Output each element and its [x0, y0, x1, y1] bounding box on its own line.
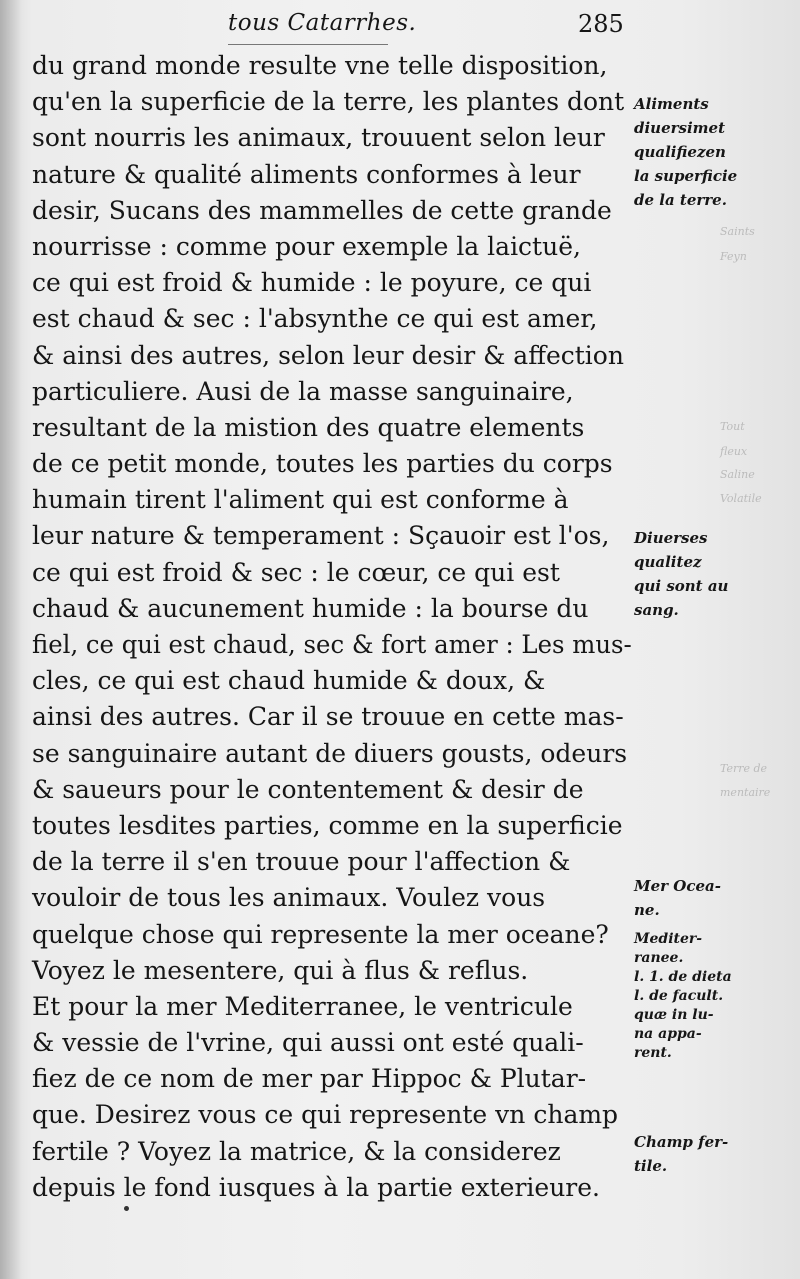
margin-note-line: qui sont au [634, 577, 729, 595]
text-line: desir, Sucans des mammelles de cette grande [32, 195, 612, 225]
page-header [0, 8, 800, 44]
text-line: & ainsi des autres, selon leur desir & affection [32, 340, 624, 370]
text-line: quelque chose qui represente la mer oceane? [32, 919, 609, 949]
bleed-through-6: Volatile [720, 492, 762, 505]
margin-note-line: qualifiezen [634, 143, 726, 161]
ink-speck [124, 1206, 129, 1211]
margin-note-line: na appa- [634, 1026, 702, 1042]
header-rule [228, 44, 388, 45]
margin-note-line: Mer Ocea- [634, 877, 721, 895]
bleed-through-2: Feyn [720, 250, 747, 263]
text-line: fertile ? Voyez la matrice, & la considerez [32, 1136, 561, 1166]
text-line: Et pour la mer Mediterranee, le ventricule [32, 991, 573, 1021]
bleed-through-4: fleux [720, 445, 748, 458]
text-line: resultant de la mistion des quatre elements [32, 412, 585, 442]
text-line: ainsi des autres. Car il se trouue en cette mas- [32, 702, 624, 732]
text-line: vouloir de tous les animaux. Voulez vous [32, 883, 546, 913]
text-line: & saueurs pour le contentement & desir de [32, 774, 584, 804]
margin-note-line: l. de facult. [634, 988, 724, 1004]
margin-note-line: Aliments [634, 95, 709, 113]
margin-note-champ [634, 1130, 800, 1178]
text-line: est chaud & sec : l'absynthe ce qui est amer, [32, 304, 598, 334]
page-number: 285 [578, 10, 624, 38]
body-text [32, 48, 632, 1206]
text-line: ce qui est froid & humide : le poyure, ce qui [32, 268, 592, 298]
margin-note-line: la superficie [634, 167, 738, 185]
text-line: du grand monde resulte vne telle disposition, [32, 51, 608, 80]
text-line: fiel, ce qui est chaud, sec & fort amer : Les mus- [32, 630, 632, 659]
bleed-through-8: mentaire [720, 786, 771, 799]
gutter-shadow [0, 0, 22, 1279]
text-line: qu'en la superficie de la terre, les plantes dont [32, 87, 625, 117]
margin-note-line: de la terre. [634, 191, 727, 209]
text-line: que. Desirez vous ce qui represente vn champ [32, 1100, 619, 1130]
text-line: sont nourris les animaux, trouuent selon leur [32, 123, 605, 153]
margin-note-qualitez [634, 526, 800, 622]
text-line: humain tirent l'aliment qui est conforme à [32, 485, 569, 515]
margin-note-line: qualitez [634, 553, 702, 571]
bleed-through-7: Terre de [720, 762, 768, 775]
margin-note-mediterranee [634, 930, 800, 1063]
margin-notes [634, 92, 800, 1242]
text-line: nature & qualité aliments conformes à leur [32, 159, 581, 189]
margin-note-line: sang. [634, 601, 679, 619]
margin-note-line: diuersimet [634, 119, 726, 137]
running-head: tous Catarrhes. [228, 10, 417, 36]
text-line: chaud & aucunement humide : la bourse du [32, 593, 589, 623]
margin-note-line: rent. [634, 1045, 672, 1061]
text-line: Voyez le mesentere, qui à flus & reflus. [32, 955, 529, 985]
text-line: toutes lesdites parties, comme en la superficie [32, 810, 623, 840]
text-line: de la terre il s'en trouue pour l'affection & [32, 847, 571, 877]
text-line: fiez de ce nom de mer par Hippoc & Plutar- [32, 1064, 587, 1094]
text-line: nourrisse : comme pour exemple la laictuë, [32, 231, 581, 261]
margin-note-line: Mediter- [634, 931, 703, 947]
margin-note-line: tile. [634, 1157, 668, 1175]
margin-note-mer-oceane [634, 874, 800, 922]
margin-note-line: quæ in lu- [634, 1007, 714, 1023]
margin-note-line: ne. [634, 901, 660, 919]
text-line: depuis le fond iusques à la partie exterieure. [32, 1172, 600, 1202]
margin-note-line: l. 1. de dieta [634, 969, 732, 985]
margin-note-line: Champ fer- [634, 1133, 729, 1151]
text-line: & vessie de l'vrine, qui aussi ont esté quali- [32, 1028, 584, 1058]
text-line: cles, ce qui est chaud humide & doux, & [32, 666, 546, 696]
margin-note-line: ranee. [634, 950, 684, 966]
text-line: ce qui est froid & sec : le cœur, ce qui est [32, 557, 560, 587]
bleed-through-3: Tout [720, 420, 745, 433]
text-line: se sanguinaire autant de diuers gousts, odeurs [32, 738, 628, 768]
text-line: leur nature & temperament : Sçauoir est l'os, [32, 521, 610, 551]
bleed-through-1: Saints [720, 225, 755, 238]
margin-note-aliments [634, 92, 800, 212]
bleed-through-5: Saline [720, 468, 755, 481]
text-line: particuliere. Ausi de la masse sanguinaire, [32, 376, 574, 406]
text-line: de ce petit monde, toutes les parties du corps [32, 449, 613, 479]
margin-note-line: Diuerses [634, 529, 708, 547]
